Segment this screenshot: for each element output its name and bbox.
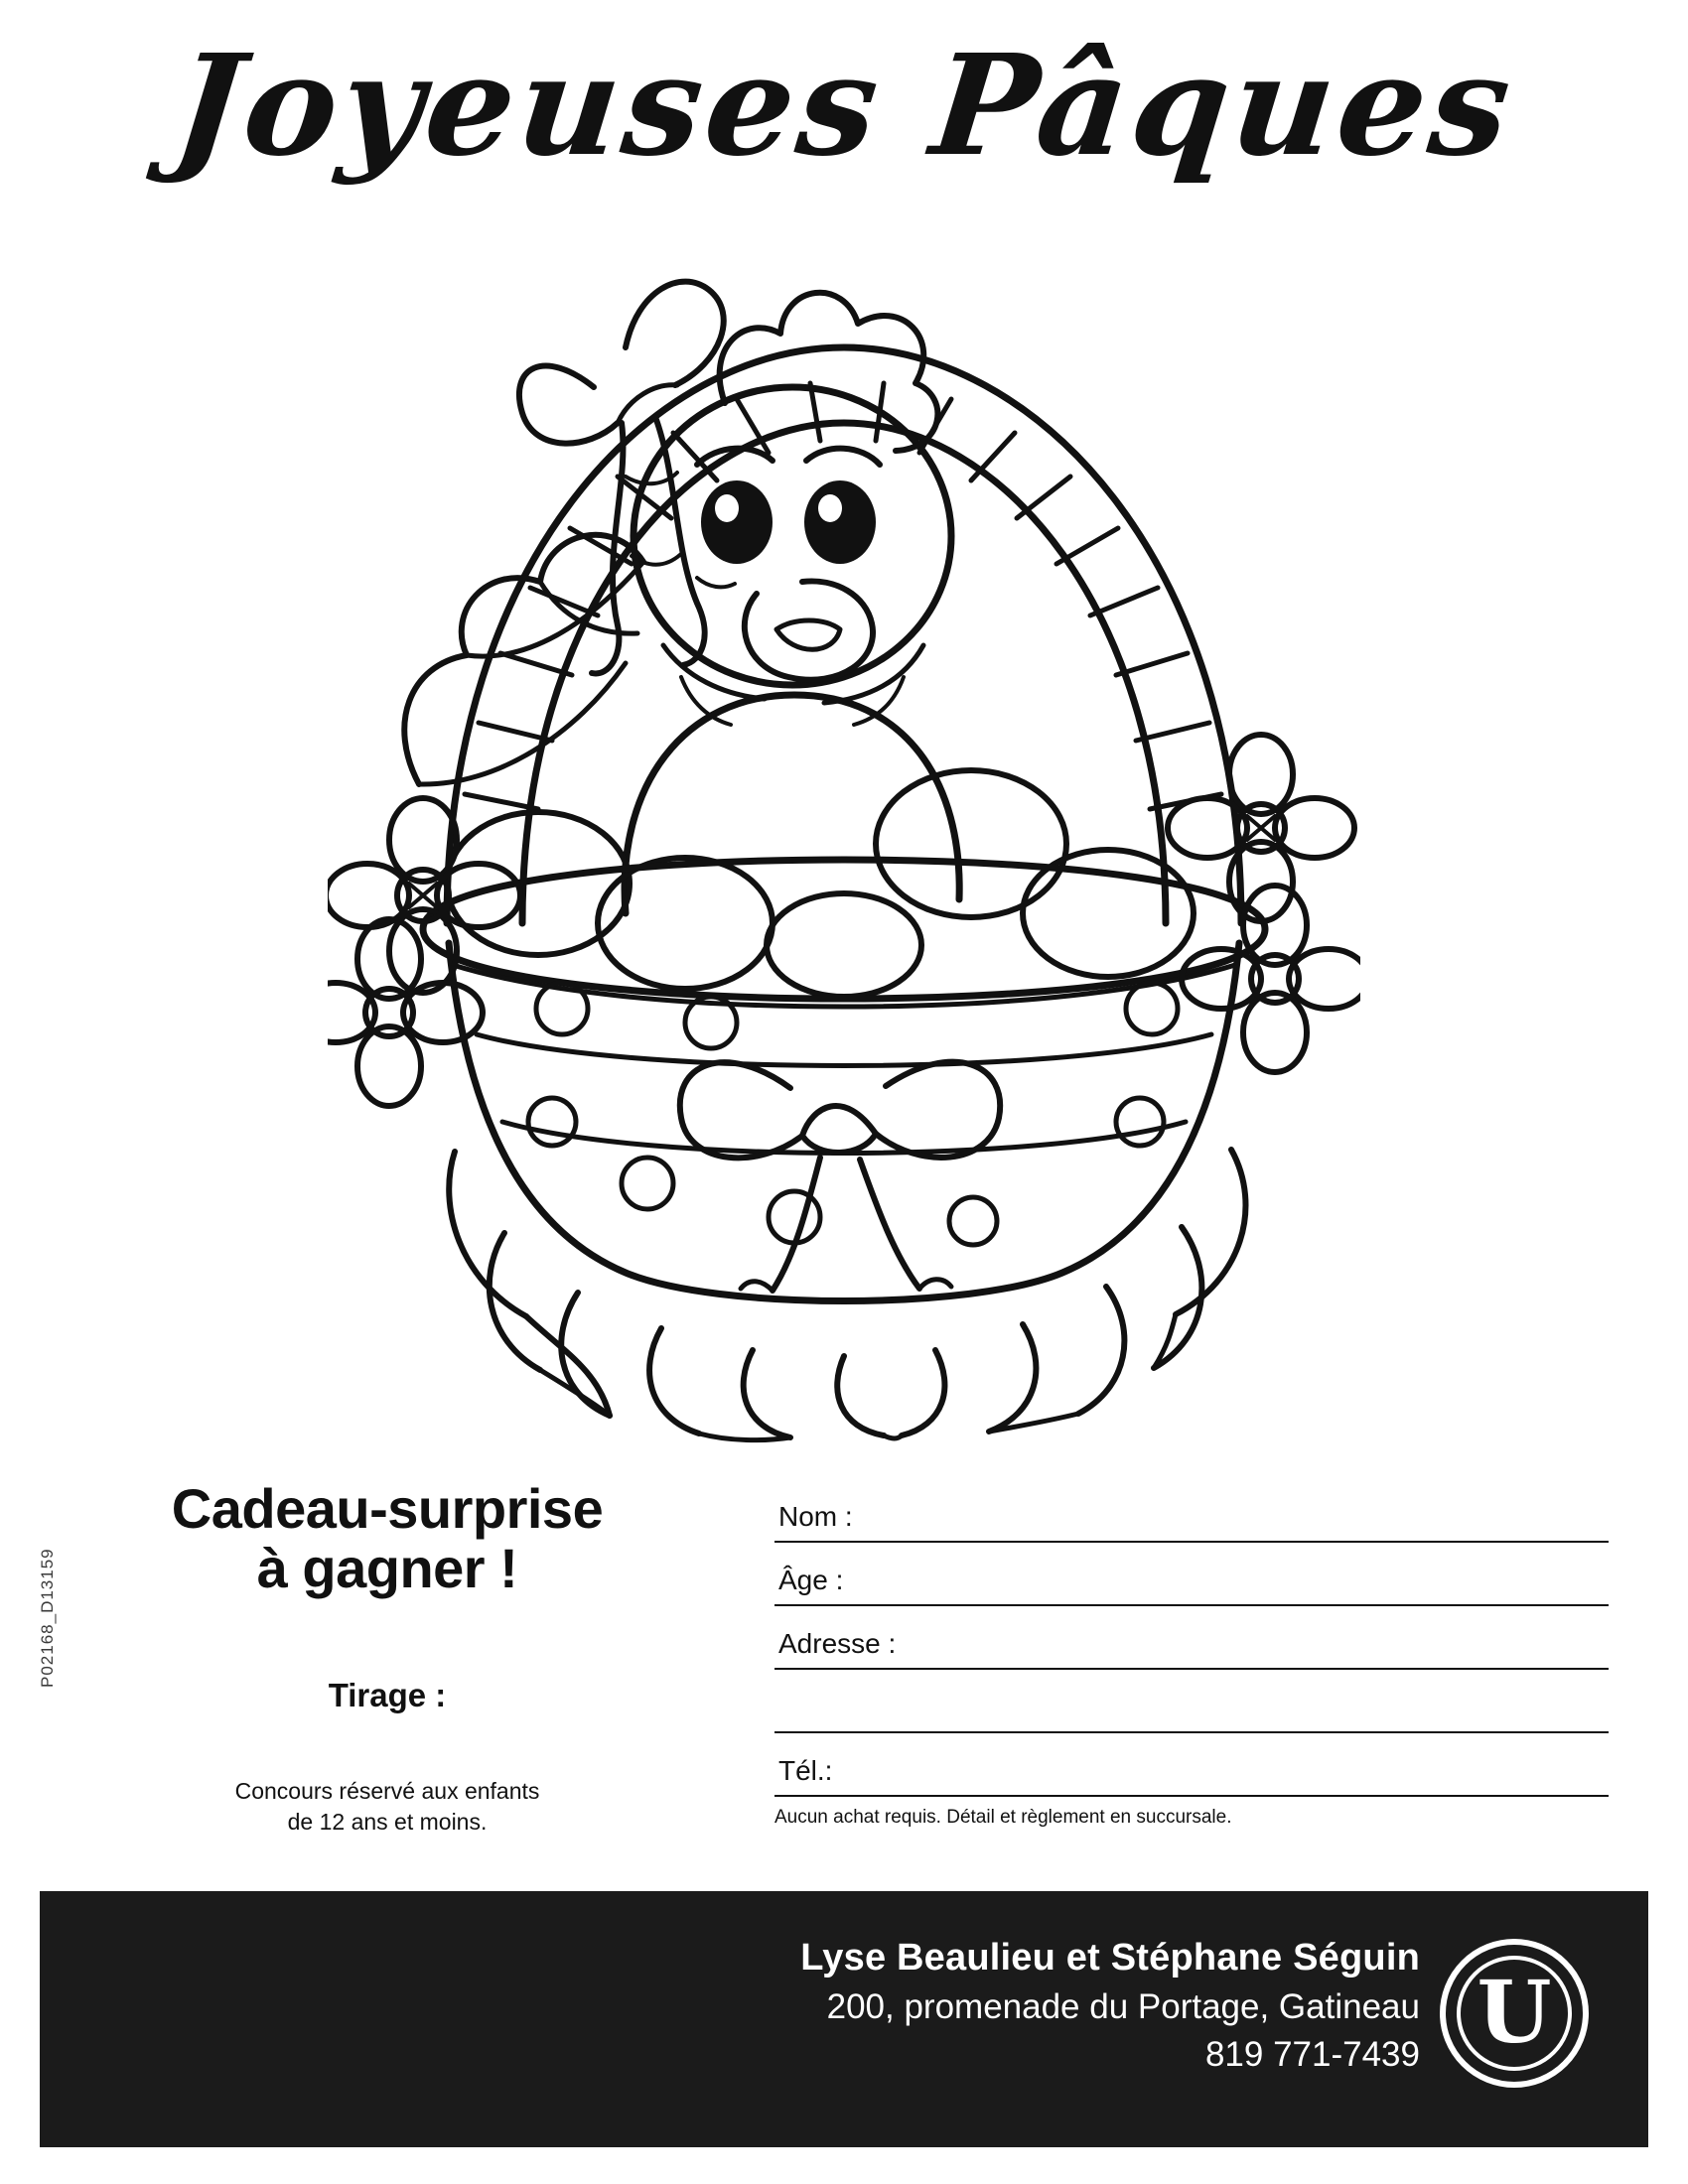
logo-letter: U bbox=[1477, 1963, 1552, 2063]
name-field-label: Nom : bbox=[778, 1501, 853, 1532]
contest-note-line2: de 12 ans et moins. bbox=[287, 1808, 488, 1835]
name-field[interactable] bbox=[774, 1479, 1609, 1543]
draw-label: Tirage : bbox=[328, 1676, 447, 1713]
phone-field[interactable] bbox=[774, 1733, 1609, 1797]
address-field[interactable] bbox=[774, 1606, 1609, 1670]
footer-owners: Lyse Beaulieu et Stéphane Séguin bbox=[800, 1937, 1420, 1979]
footer-phone: 819 771-7439 bbox=[1204, 2034, 1420, 2074]
address-field-line2[interactable] bbox=[774, 1670, 1609, 1733]
age-field-label: Âge : bbox=[778, 1565, 844, 1595]
phone-field-label: Tél.: bbox=[778, 1755, 833, 1786]
legal-disclaimer: Aucun achat requis. Détail et règlement en succursale. bbox=[774, 1807, 1232, 1828]
page-title: Joyeuses Pâques bbox=[166, 25, 1522, 188]
promo-block bbox=[109, 1479, 665, 1838]
page-title-container bbox=[0, 25, 1688, 188]
promo-headline-line2: à gagner ! bbox=[256, 1537, 518, 1600]
entry-form[interactable] bbox=[774, 1479, 1609, 1829]
age-field[interactable] bbox=[774, 1543, 1609, 1606]
uniprix-logo-icon bbox=[1440, 1939, 1589, 2088]
footer-contact-block bbox=[800, 1933, 1420, 2078]
contest-note-line1: Concours réservé aux enfants bbox=[234, 1777, 540, 1804]
promo-headline bbox=[109, 1479, 665, 1599]
document-reference-code: P02168_D13159 bbox=[38, 1548, 57, 1688]
address-field-label: Adresse : bbox=[778, 1628, 897, 1659]
footer-address: 200, promenade du Portage, Gatineau bbox=[826, 1987, 1420, 2027]
footer-bar bbox=[40, 1891, 1648, 2147]
easter-basket-illustration bbox=[328, 228, 1360, 1449]
contest-note bbox=[109, 1776, 665, 1838]
lower-section bbox=[0, 1469, 1688, 1886]
promo-headline-line1: Cadeau-surprise bbox=[171, 1477, 604, 1540]
